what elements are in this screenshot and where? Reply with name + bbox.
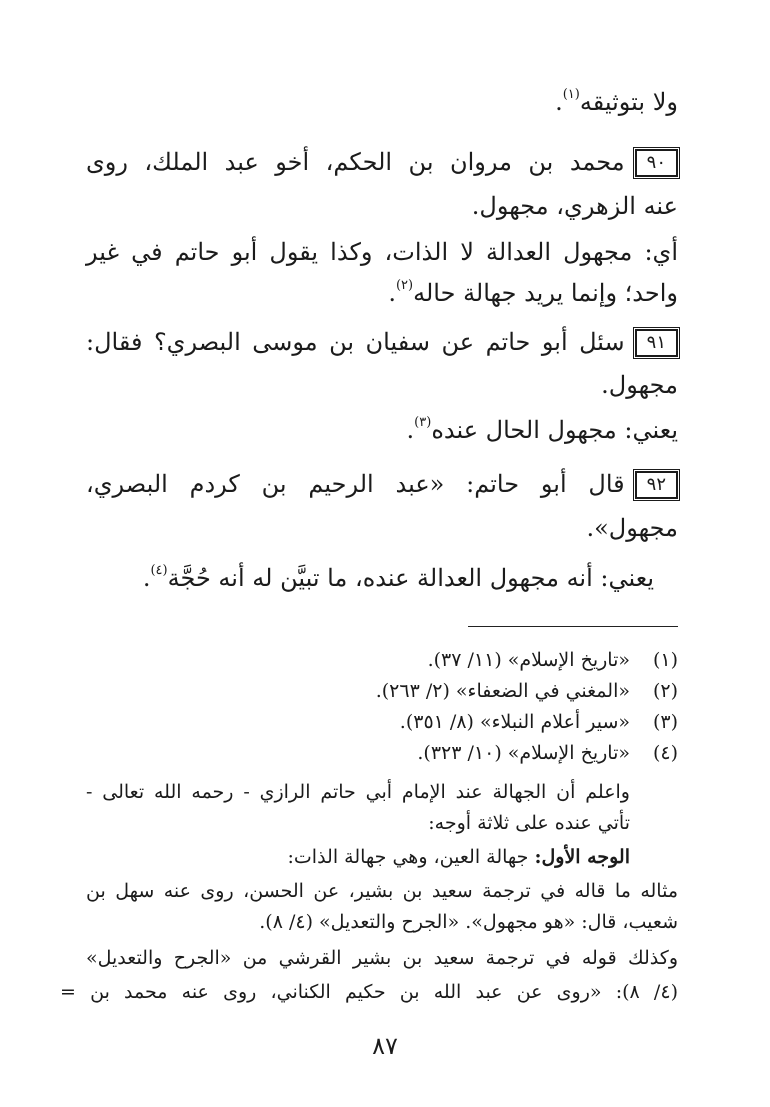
punctuation: . — [406, 416, 415, 444]
body-text: واحد؛ وإنما يريد جهالة حاله — [413, 279, 678, 307]
footnote-text: «تاريخ الإسلام» (١١/ ٣٧). — [427, 649, 630, 671]
footnote-3 — [86, 708, 678, 736]
footnote-2 — [86, 677, 678, 705]
footnote-ref[interactable]: (٤) — [150, 563, 168, 578]
footnote-text: شعيب، قال: «هو مجهول». «الجرح والتعديل» (٤/ ٨). — [259, 911, 678, 933]
page-number: ٨٧ — [372, 1032, 398, 1060]
footnote-text: «المغني في الضعفاء» (٢/ ٢٦٣). — [375, 680, 630, 702]
entry-text: محمد بن مروان بن الحكم، أخو عبد الملك، روى — [86, 148, 625, 176]
footnote-ref[interactable]: (٣) — [414, 415, 432, 430]
entry-92-line-2 — [86, 512, 678, 544]
footnote-4 — [86, 739, 678, 767]
explanation-line-1 — [86, 236, 678, 268]
footnote-text: جهالة العين، وهي جهالة الذات: — [287, 846, 535, 868]
entry-90-line-1 — [86, 146, 678, 178]
footnote-text: واعلم أن الجهالة عند الإمام أبي حاتم الرازي - رحمه الله تعالى - — [86, 781, 630, 803]
entry-92-line-1 — [86, 468, 678, 500]
footnote-text: (٤/ ٨): «روى عن عبد الله بن حكيم الكناني، روى عنه محمد بن — [90, 981, 678, 1003]
footnote-ref[interactable]: (٢) — [395, 278, 414, 293]
punctuation: . — [142, 564, 151, 592]
continuation-mark: = — [60, 981, 76, 1003]
explanation-line — [86, 562, 654, 594]
footnote-number: (٤) — [652, 742, 678, 764]
footnote-ref[interactable]: (١) — [562, 87, 580, 102]
body-text: يعني: مجهول الحال عنده — [431, 416, 678, 444]
footnote-text: تأتي عنده على ثلاثة أوجه: — [428, 812, 630, 834]
body-text: يعني: أنه مجهول العدالة عنده، ما تبيَّن له أنه حُجَّة — [167, 564, 654, 592]
body-text: ولا بتوثيقه — [579, 88, 678, 116]
entry-90-line-2 — [86, 190, 678, 222]
entry-91-line-1 — [86, 326, 678, 358]
footnote-1 — [86, 646, 678, 674]
body-text: أي: مجهول العدالة لا الذات، وكذا يقول أبو حاتم في غير — [86, 238, 678, 266]
footnote-number: (٢) — [652, 680, 678, 702]
entry-text: قال أبو حاتم: «عبد الرحيم بن كردم البصري، — [86, 470, 625, 498]
text-line — [86, 86, 678, 118]
entry-text: سئل أبو حاتم عن سفيان بن موسى البصري؟ فقال: — [86, 328, 625, 356]
footnote-4-extra-line — [86, 843, 630, 871]
explanation-line-2 — [86, 277, 678, 309]
entry-text: مجهول. — [601, 371, 678, 399]
entry-number-box: ٩١ — [635, 329, 678, 357]
footnote-4-extra-line — [60, 978, 678, 1006]
footnote-number: (٣) — [652, 711, 678, 733]
footnote-4-extra-line — [86, 944, 678, 972]
entry-number-box: ٩٢ — [635, 471, 678, 499]
footnote-text: مثاله ما قاله في ترجمة سعيد بن بشير، عن الحسن، روى عنه سهل بن — [86, 880, 678, 902]
punctuation: . — [555, 88, 563, 116]
footnote-separator — [468, 626, 678, 627]
footnote-text: وكذلك قوله في ترجمة سعيد بن بشير القرشي من «الجرح والتعديل» — [86, 947, 678, 969]
entry-number-box: ٩٠ — [635, 149, 678, 177]
footnote-4-extra-line — [86, 778, 630, 806]
footnote-4-extra-line — [86, 908, 678, 936]
footnote-number: (١) — [652, 649, 678, 671]
entry-91-line-2 — [86, 369, 678, 401]
entry-text: عنه الزهري، مجهول. — [471, 192, 678, 220]
footnote-text: «تاريخ الإسلام» (١٠/ ٣٢٣). — [417, 742, 630, 764]
explanation-line — [86, 414, 678, 446]
entry-text: مجهول». — [586, 514, 678, 542]
section-heading: الوجه الأول: — [534, 846, 630, 868]
punctuation: . — [388, 279, 396, 307]
footnote-4-extra-line — [86, 809, 630, 837]
footnote-4-extra-line — [86, 877, 678, 905]
footnote-text: «سير أعلام النبلاء» (٨/ ٣٥١). — [399, 711, 630, 733]
